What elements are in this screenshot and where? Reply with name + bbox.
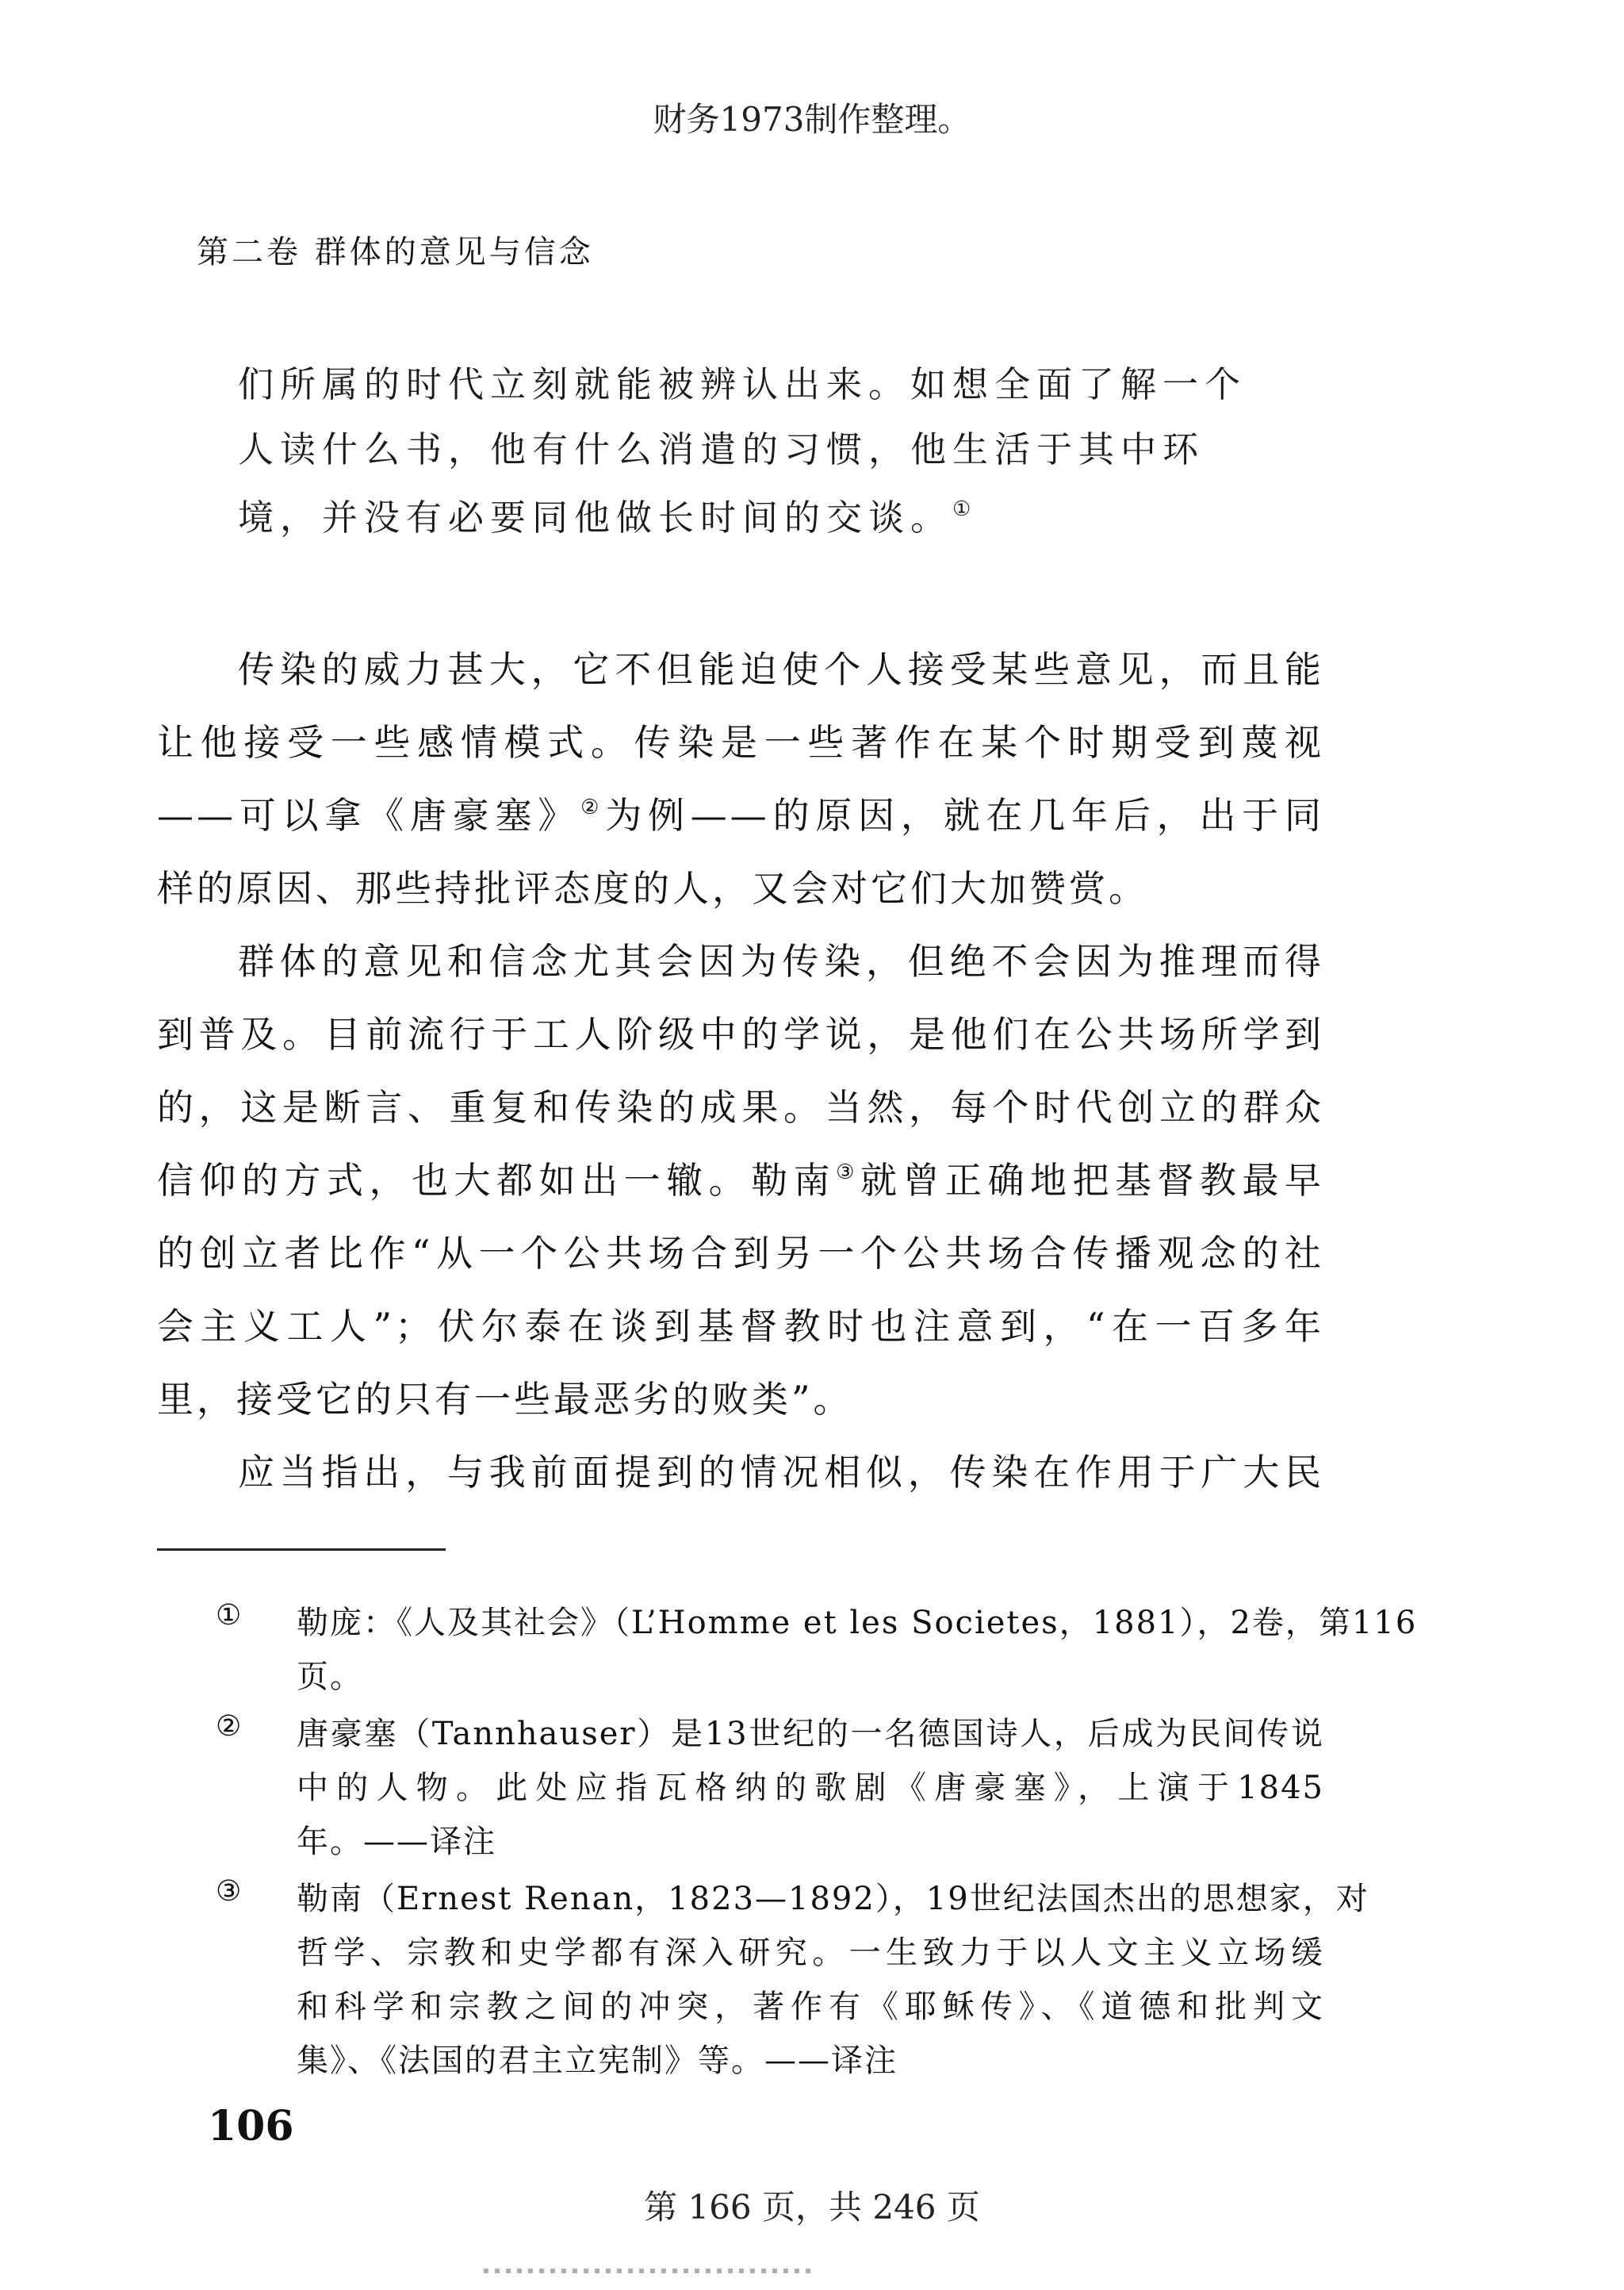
paragraph-line: 让他接受一些感情模式。传染是一些著作在某个时期受到蔑视	[157, 721, 1324, 764]
paragraph-line: 样的原因、那些持批评态度的人，又会对它们大加赞赏。	[157, 867, 1148, 910]
footnote-number: ③	[216, 1875, 242, 1908]
footnote-ref-1: ①	[952, 497, 978, 521]
paragraph-line: 的创立者比作“从一个公共场合到另一个公共场合传播观念的社	[157, 1232, 1324, 1275]
paragraph-line: 到普及。目前流行于工人阶级中的学说，是他们在公共场所学到	[157, 1013, 1324, 1056]
quote-line: 们所属的时代立刻就能被辨认出来。如想全面了解一个	[238, 363, 1247, 405]
page-footer: 第 166 页，共 246 页	[644, 2188, 980, 2227]
footnote-ref-2: ②	[580, 796, 606, 819]
paragraph-line	[157, 787, 1324, 839]
scan-artifact	[484, 2269, 817, 2273]
paragraph-text: ——可以拿《唐豪塞》	[157, 794, 581, 837]
paragraph-line: 的，这是断言、重复和传染的成果。当然，每个时代创立的群众	[157, 1086, 1324, 1129]
footnote-line: 集》、《法国的君主立宪制》等。——译注	[297, 2043, 898, 2079]
footnote-line: 中的人物。此处应指瓦格纳的歌剧《唐豪塞》，上演于1845	[297, 1770, 1324, 1806]
paragraph-line: 应当指出，与我前面提到的情况相似，传染在作用于广大民	[238, 1451, 1324, 1494]
paragraph-text: 为例——的原因，就在几年后，出于同	[605, 794, 1325, 837]
footnote-line: 和科学和宗教之间的冲突，著作有《耶稣传》、《道德和批判文	[297, 1989, 1324, 2025]
page-number: 106	[208, 2102, 294, 2150]
quote-line	[238, 489, 977, 540]
footnote-line: 勒南（Ernest Renan，1823—1892），19世纪法国杰出的思想家，对	[297, 1881, 1369, 1917]
paragraph-line: 群体的意见和信念尤其会因为传染，但绝不会因为推理而得	[238, 940, 1324, 983]
footnote-number: ①	[216, 1599, 242, 1632]
running-head: 第二卷 群体的意见与信念	[197, 234, 594, 270]
paragraph-line: 传染的威力甚大，它不但能迫使个人接受某些意见，而且能	[238, 648, 1324, 691]
watermark-text: 财务1973制作整理。	[653, 100, 971, 139]
quote-line: 人读什么书，他有什么消遣的习惯，他生活于其中环	[238, 428, 1205, 470]
footnote-line: 哲学、宗教和史学都有深入研究。一生致力于以人文主义立场缓	[297, 1935, 1324, 1971]
quote-line-text: 境，并没有必要同他做长时间的交谈。	[238, 497, 953, 539]
footnote-line: 页。	[297, 1659, 363, 1695]
paragraph-line: 里，接受它的只有一些最恶劣的败类”。	[157, 1378, 853, 1421]
footnote-number: ②	[216, 1710, 242, 1743]
footnote-divider	[157, 1548, 446, 1551]
paragraph-line	[157, 1152, 1324, 1204]
footnote-line: 勒庞：《人及其社会》（L’Homme et les Societes，1881），2卷，第116	[297, 1605, 1418, 1641]
footnote-line: 年。——译注	[297, 1824, 496, 1860]
paragraph-text: 信仰的方式，也大都如出一辙。勒南	[157, 1159, 837, 1202]
footnote-line: 唐豪塞（Tannhauser）是13世纪的一名德国诗人，后成为民间传说	[297, 1716, 1324, 1752]
paragraph-text: 就曾正确地把基督教最早	[860, 1159, 1325, 1202]
footnote-ref-3: ③	[836, 1160, 860, 1184]
paragraph-line: 会主义工人”；伏尔泰在谈到基督教时也注意到，“在一百多年	[157, 1305, 1324, 1348]
